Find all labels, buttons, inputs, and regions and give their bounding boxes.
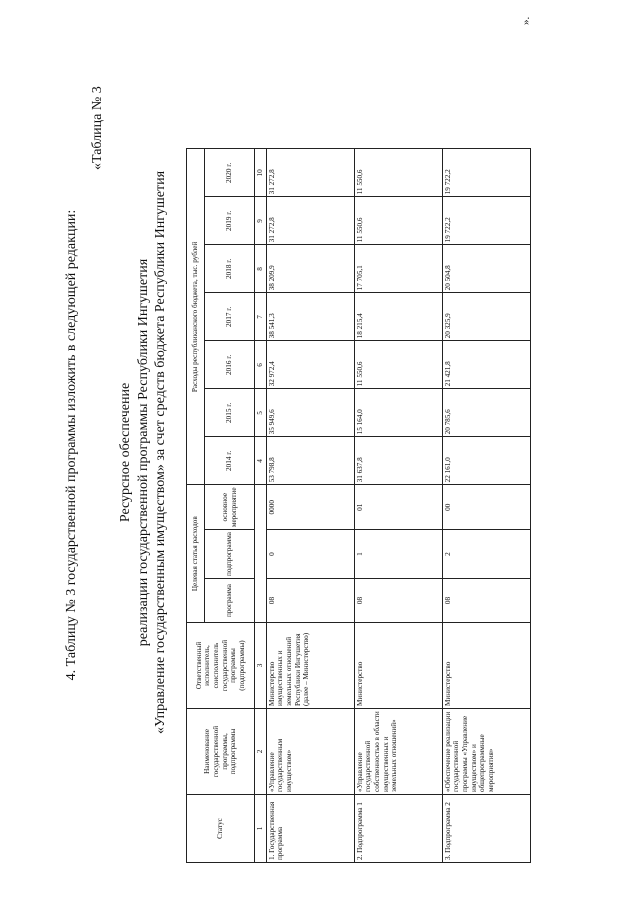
row-status: 3. Подпрограмма 2	[442, 795, 530, 863]
header-year: 2019 г.	[205, 197, 255, 245]
column-number: 1	[255, 795, 267, 863]
row-value: 22 161,0	[442, 437, 530, 485]
column-number: 6	[255, 341, 267, 389]
row-main-event: 00	[442, 485, 530, 530]
row-subprogram: 0	[266, 530, 354, 579]
row-name: «Управление государственным имуществом»	[266, 709, 354, 795]
header-expenses: Расходы республиканского бюджета, тыс. рублей	[187, 149, 205, 485]
row-name: «Обеспечение реализации государственной программы «Управление имуществом» и общепрограммные мероприятия»	[442, 709, 530, 795]
header-subprogram: подпрограмма	[205, 530, 255, 579]
column-number: 3	[255, 623, 267, 709]
table-row	[442, 149, 530, 863]
row-value: 18 215,4	[354, 293, 442, 341]
column-number-empty	[255, 485, 267, 623]
row-value: 15 164,0	[354, 389, 442, 437]
table-row	[266, 149, 354, 863]
row-value: 19 722,2	[442, 197, 530, 245]
row-subprogram: 2	[442, 530, 530, 579]
header-year: 2015 г.	[205, 389, 255, 437]
closing-quote: ».	[520, 16, 532, 25]
row-program: 08	[354, 579, 442, 623]
row-program: 08	[442, 579, 530, 623]
row-executor: Министерство	[442, 623, 530, 709]
row-executor: Министерство	[354, 623, 442, 709]
row-value: 19 722,2	[442, 149, 530, 197]
row-value: 38 541,3	[266, 293, 354, 341]
row-value: 11 550,6	[354, 341, 442, 389]
header-year: 2020 г.	[205, 149, 255, 197]
header-year: 2017 г.	[205, 293, 255, 341]
row-value: 17 705,1	[354, 245, 442, 293]
row-value: 11 550,6	[354, 197, 442, 245]
column-number: 8	[255, 245, 267, 293]
header-year: 2018 г.	[205, 245, 255, 293]
header-target-article: Целевая статья расходов	[187, 485, 205, 623]
header-status: Статус	[187, 795, 255, 863]
column-number: 10	[255, 149, 267, 197]
title-line-1: Ресурсное обеспечение	[118, 382, 133, 523]
instruction-text: 4. Таблицу № 3 государственной программы изложить в следующей редакции:	[64, 209, 79, 681]
row-value: 31 272,8	[266, 149, 354, 197]
row-value: 20 325,9	[442, 293, 530, 341]
column-number: 7	[255, 293, 267, 341]
column-number: 2	[255, 709, 267, 795]
header-year: 2014 г.	[205, 437, 255, 485]
row-subprogram: 1	[354, 530, 442, 579]
header-main-event: основное мероприятие	[205, 485, 255, 530]
row-value: 11 550,6	[354, 149, 442, 197]
row-value: 38 209,9	[266, 245, 354, 293]
row-value: 21 421,8	[442, 341, 530, 389]
header-name: Наименование государственной программы, подпрограммы	[187, 709, 255, 795]
row-executor: Министерство имущественных и земельных отношений Республики Ингушетия (далее – Министерство)	[266, 623, 354, 709]
row-value: 35 949,6	[266, 389, 354, 437]
row-value: 32 972,4	[266, 341, 354, 389]
row-value: 31 272,8	[266, 197, 354, 245]
title-line-3: «Управление государственным имуществом» за счет средств бюджета Республики Ингушетия	[153, 170, 168, 735]
table-label: «Таблица № 3	[90, 86, 105, 170]
column-number: 5	[255, 389, 267, 437]
column-number: 4	[255, 437, 267, 485]
title-line-2: реализации государственной программы Республики Ингушетия	[136, 258, 151, 647]
header-program: программа	[205, 579, 255, 623]
header-executor: Ответственный исполнитель, соисполнитель государственной программы (подпрограммы)	[187, 623, 255, 709]
table-row	[354, 149, 442, 863]
row-status: 1. Государственная программа	[266, 795, 354, 863]
row-value: 53 798,8	[266, 437, 354, 485]
row-value: 31 637,8	[354, 437, 442, 485]
row-value: 20 785,6	[442, 389, 530, 437]
row-program: 08	[266, 579, 354, 623]
row-main-event: 0000	[266, 485, 354, 530]
resource-table	[186, 148, 531, 863]
row-value: 20 504,8	[442, 245, 530, 293]
row-main-event: 01	[354, 485, 442, 530]
row-name: «Управление государственной собственностью в области имущественных и земельных отношений»	[354, 709, 442, 795]
column-number: 9	[255, 197, 267, 245]
header-year: 2016 г.	[205, 341, 255, 389]
row-status: 2. Подпрограмма 1	[354, 795, 442, 863]
